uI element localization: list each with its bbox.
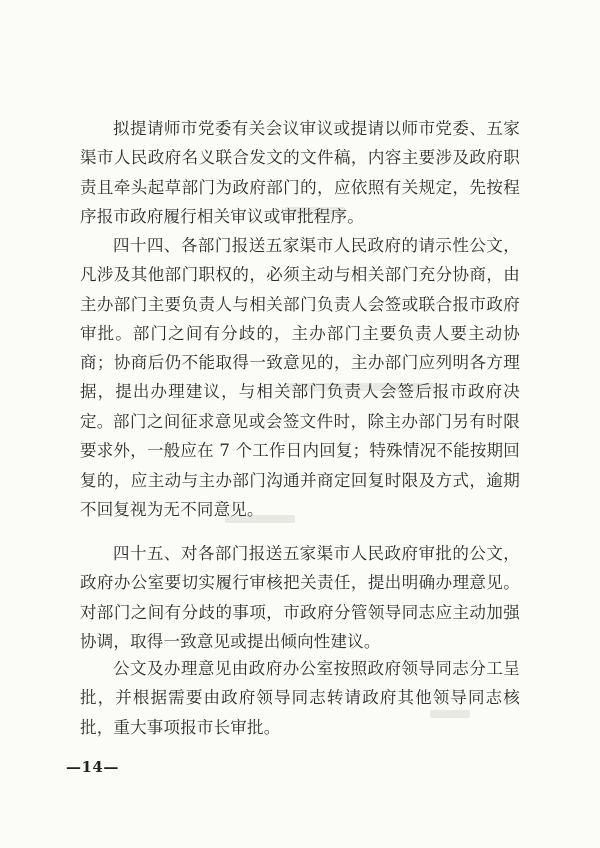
paragraph-article-45: 四十五、对各部门报送五家渠市人民政府审批的公文，政府办公室要切实履行审核把关责任，提出明确办理意见。对部门之间有分歧的事项，市政府分管领导同志应主动加强协调，取得一致意见或提出倾向性建议。 [80,544,520,651]
paragraph-joint-document-approval: 拟提请师市党委有关会议审议或提请以师市党委、五家渠市人民政府名义联合发文的文件稿，内容主要涉及政府职责且牵头起草部门为政府部门的，应依照有关规定，先按程序报市政府履行相关审议或审批程序。 [80,119,520,226]
paragraph-consultation-deadline: 部门之间征求意见或会签文件时，除主办部门另有时限要求外，一般应在 7 个工作日内回复；特殊情况不能按期回复的，应主动与主办部门沟通并商定回复时限及方式，逾期不回复视为无不同意见。 [80,412,520,519]
page-number: —14— [66,758,119,776]
paragraph-article-44: 四十四、各部门报送五家渠市人民政府的请示性公文，凡涉及其他部门职权的，必须主动与相关部门充分协商，由主办部门主要负责人与相关部门负责人会签或联合报市政府审批。部门之间有分歧的，主办部门主要负责人要主动协商；协商后仍不能取得一致意见的，主办部门应列明各方理据，提出办理建议，与相关部门负责人会签后报市政府决定。 [80,236,520,431]
paragraph-submission-approval: 公文及办理意见由政府办公室按照政府领导同志分工呈批，并根据需要由政府领导同志转请政府其他领导同志核批，重大事项报市长审批。 [80,659,520,737]
